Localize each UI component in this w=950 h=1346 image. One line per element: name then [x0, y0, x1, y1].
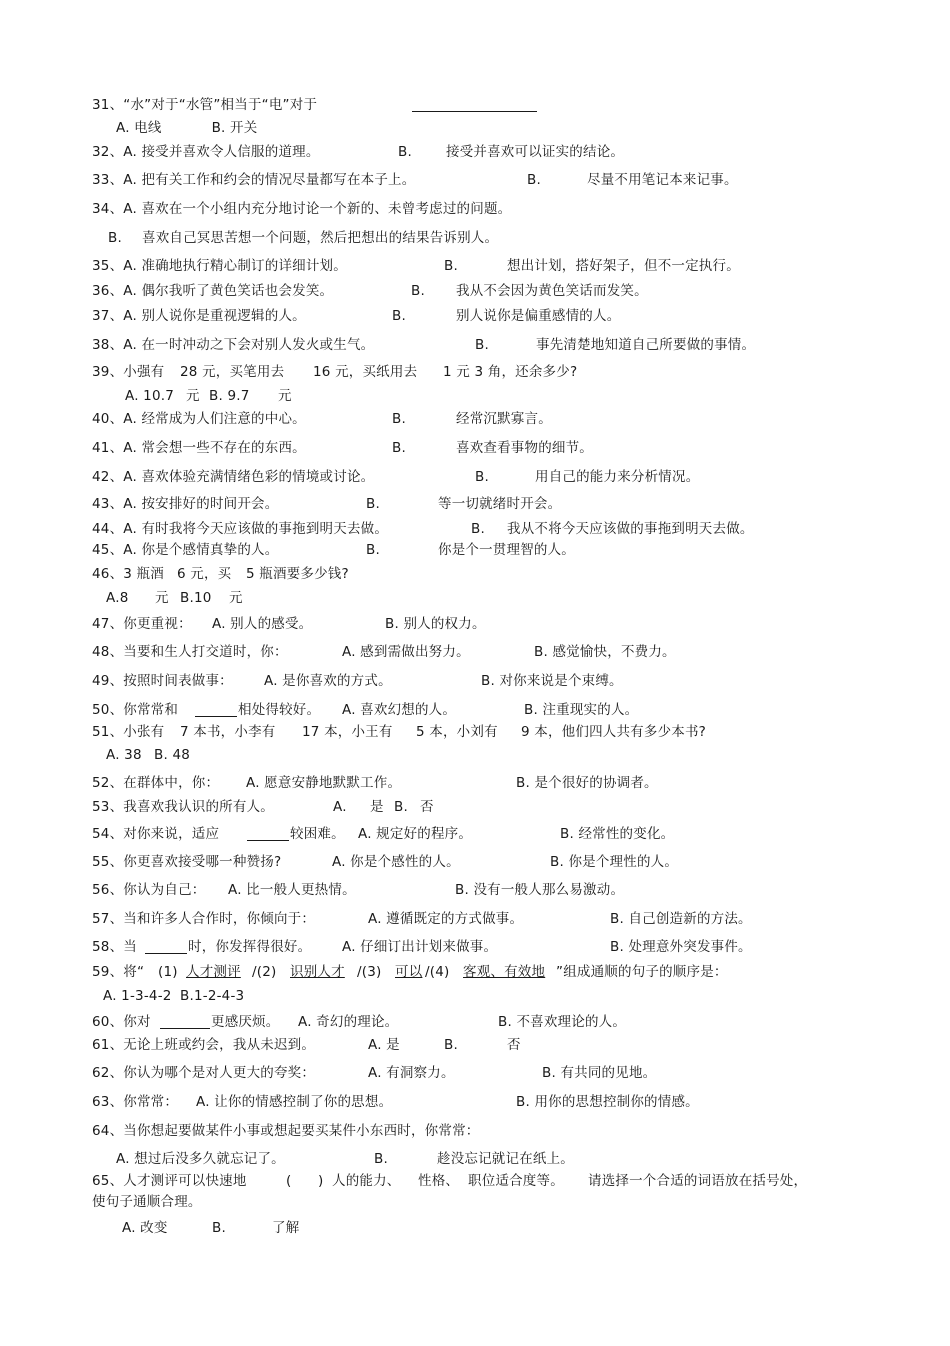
unit: 元	[186, 388, 200, 404]
option-b-text: 否	[507, 1037, 521, 1053]
option-b: B. 自己创造新的方法。	[610, 911, 752, 927]
question-46-part: 6 元，买	[177, 566, 232, 582]
option-b-text: 经常沉默寡言。	[456, 411, 552, 427]
option-b-label: B.	[527, 172, 541, 188]
question-51-part: 9 本，他们四人共有多少本书?	[521, 724, 707, 740]
item-3-number: /(3)	[357, 964, 382, 980]
answer-blank	[247, 827, 289, 841]
item-3-text: 可以	[395, 964, 423, 980]
question-61: 61、无论上班或约会，我从未迟到。	[92, 1037, 316, 1053]
option-a: A. 愿意安静地默默工作。	[246, 775, 402, 791]
option-a: A. 想过后没多久就忘记了。	[116, 1151, 285, 1167]
option-b-label: B.	[475, 337, 489, 353]
question-53: 53、我喜欢我认识的所有人。	[92, 799, 274, 815]
option-b-text: 想出计划，搭好架子，但不一定执行。	[507, 258, 740, 274]
item-1-text: 人才测评	[186, 964, 241, 980]
option-b: B. 对你来说是个束缚。	[481, 673, 623, 689]
question-56: 56、你认为自己：	[92, 882, 206, 898]
question-39-part: 16 元，买纸用去	[313, 364, 418, 380]
option-b-label: B.	[444, 258, 458, 274]
option-b: B. 有共同的见地。	[542, 1065, 657, 1081]
option-b: B. 处理意外突发事件。	[610, 939, 752, 955]
question-65-continued: 使句子通顺合理。	[92, 1194, 202, 1210]
option-b-text: 我从不将今天应该做的事拖到明天去做。	[507, 521, 754, 537]
question-46-part: 5 瓶酒要多少钱?	[246, 566, 349, 582]
option-b-label: B.	[411, 283, 425, 299]
option-b: B.10	[180, 590, 212, 606]
option-b: B. 48	[154, 747, 191, 763]
question-35: 35、A. 准确地执行精心制订的详细计划。	[92, 258, 347, 274]
option-b-text: 尽量不用笔记本来记事。	[587, 172, 738, 188]
question-39: 39、小强有	[92, 364, 165, 380]
option-b: B. 感觉愉快，不费力。	[534, 644, 676, 660]
question-38: 38、A. 在一时冲动之下会对别人发火或生气。	[92, 337, 375, 353]
option-b-text: 事先清楚地知道自己所要做的事情。	[536, 337, 756, 353]
option-b-text: 我从不会因为黄色笑话而发笑。	[456, 283, 648, 299]
question-51-part: 17 本，小王有	[302, 724, 393, 740]
question-58: 58、当	[92, 939, 137, 955]
option-b: B. 你是个理性的人。	[550, 854, 679, 870]
item-2-number: /(2)	[252, 964, 277, 980]
option-b-label: B.	[398, 144, 412, 160]
option-a: A. 10.7	[125, 388, 175, 404]
option-b: B. 经常性的变化。	[560, 826, 675, 842]
option-b-label: B.	[471, 521, 485, 537]
question-55: 55、你更喜欢接受哪一种赞扬?	[92, 854, 282, 870]
question-65-part: 请选择一个合适的词语放在括号处，	[588, 1173, 808, 1189]
option-b-label: B.	[366, 542, 380, 558]
question-49: 49、按照时间表做事：	[92, 673, 233, 689]
option-b-label: B.	[394, 799, 408, 815]
option-b-label: B.	[444, 1037, 458, 1053]
bracket-close: )	[318, 1173, 324, 1189]
option-a: A. 是你喜欢的方式。	[264, 673, 392, 689]
question-42: 42、A. 喜欢体验充满情绪色彩的情境或讨论。	[92, 469, 375, 485]
question-47: 47、你更重视：	[92, 616, 192, 632]
option-b: B. 注重现实的人。	[524, 702, 639, 718]
option-b-label: B.	[374, 1151, 388, 1167]
option-a: A. 别人的感受。	[212, 616, 313, 632]
option-b-text: 否	[420, 799, 434, 815]
option-a: A. 你是个感性的人。	[332, 854, 460, 870]
question-34: 34、A. 喜欢在一个小组内充分地讨论一个新的、未曾考虑过的问题。	[92, 201, 512, 217]
option-b: B. 是个很好的协调者。	[516, 775, 658, 791]
option-a: A. 38	[106, 747, 142, 763]
option-b-text: 喜欢自己冥思苦想一个问题，然后把想出的结果告诉别人。	[142, 230, 499, 246]
question-51: 51、小张有	[92, 724, 165, 740]
question-64: 64、当你想起要做某件小事或想起要买某件小东西时，你常常：	[92, 1123, 480, 1139]
option-b: B. 不喜欢理论的人。	[498, 1014, 627, 1030]
option-b: B. 没有一般人那么易激动。	[455, 882, 625, 898]
question-45: 45、A. 你是个感情真挚的人。	[92, 542, 279, 558]
question-65-part: 性格、	[418, 1173, 460, 1189]
option-a: A.8	[106, 590, 129, 606]
question-63: 63、你常常：	[92, 1094, 179, 1110]
question-65-part: 人的能力、	[332, 1173, 401, 1189]
question-43: 43、A. 按安排好的时间开会。	[92, 496, 279, 512]
option-a: A. 遵循既定的方式做事。	[368, 911, 524, 927]
option-b-text: 了解	[272, 1220, 300, 1236]
question-54: 54、对你来说，适应	[92, 826, 220, 842]
option-b-label: B.	[108, 230, 122, 246]
option-b: B.1-2-4-3	[180, 988, 245, 1004]
option-b-text: 等一切就绪时开会。	[438, 496, 562, 512]
question-58-part: 时，你发挥得很好。	[188, 939, 312, 955]
question-54-part: 较困难。	[290, 826, 345, 842]
option-a: A. 让你的情感控制了你的思想。	[196, 1094, 393, 1110]
answer-blank	[195, 703, 237, 717]
question-50: 50、你常常和	[92, 702, 179, 718]
question-36: 36、A. 偶尔我听了黄色笑话也会发笑。	[92, 283, 334, 299]
question-51-part: 7 本书，小李有	[180, 724, 276, 740]
question-50-part: 相处得较好。	[238, 702, 321, 718]
question-48: 48、当要和生人打交道时，你：	[92, 644, 288, 660]
option-b-text: 接受并喜欢可以证实的结论。	[446, 144, 625, 160]
option-b-text: 别人说你是偏重感情的人。	[456, 308, 621, 324]
question-62: 62、你认为哪个是对人更大的夸奖：	[92, 1065, 316, 1081]
option-a: A. 1-3-4-2	[103, 988, 172, 1004]
unit: 元	[229, 590, 243, 606]
option-b-label: B.	[392, 411, 406, 427]
question-32: 32、A. 接受并喜欢令人信服的道理。	[92, 144, 320, 160]
item-4-text: 客观、有效地	[463, 964, 546, 980]
option-b: B. 别人的权力。	[385, 616, 486, 632]
item-1-number: (1)	[158, 964, 178, 980]
option-b: B. 9.7	[209, 388, 250, 404]
question-52: 52、在群体中，你：	[92, 775, 220, 791]
option-a: A. 比一般人更热情。	[228, 882, 356, 898]
question-31: 31、“水”对于“水管”相当于“电”对于	[92, 97, 318, 113]
option-b-text: 喜欢查看事物的细节。	[456, 440, 593, 456]
answer-blank	[412, 98, 537, 112]
option-b-label: B.	[212, 1220, 226, 1236]
question-57: 57、当和许多人合作时，你倾向于：	[92, 911, 316, 927]
option-a: A. 奇幻的理论。	[298, 1014, 399, 1030]
question-60: 60、你对	[92, 1014, 151, 1030]
option-a-label: A.	[333, 799, 347, 815]
answer-blank	[160, 1015, 210, 1029]
option-b-text: 用自己的能力来分析情况。	[535, 469, 700, 485]
question-46: 46、3 瓶酒	[92, 566, 164, 582]
option-a: A. 仔细订出计划来做事。	[342, 939, 498, 955]
option-b-label: B.	[475, 469, 489, 485]
option-b: B. 用你的思想控制你的情感。	[516, 1094, 699, 1110]
options-31: A. 电线 B. 开关	[116, 120, 258, 136]
item-4-number: /(4)	[425, 964, 450, 980]
option-b-label: B.	[392, 440, 406, 456]
question-44: 44、A. 有时我将今天应该做的事拖到明天去做。	[92, 521, 389, 537]
option-a: A. 喜欢幻想的人。	[342, 702, 457, 718]
option-a: A. 是	[368, 1037, 400, 1053]
question-41: 41、A. 常会想一些不存在的东西。	[92, 440, 306, 456]
option-b-label: B.	[366, 496, 380, 512]
question-37: 37、A. 别人说你是重视逻辑的人。	[92, 308, 306, 324]
question-33: 33、A. 把有关工作和约会的情况尽量都写在本子上。	[92, 172, 416, 188]
question-39-part: 28 元，买笔用去	[180, 364, 285, 380]
item-2-text: 识别人才	[290, 964, 345, 980]
question-60-part: 更感厌烦。	[211, 1014, 280, 1030]
question-40: 40、A. 经常成为人们注意的中心。	[92, 411, 306, 427]
option-a: A. 改变	[122, 1220, 168, 1236]
question-39-part: 1 元 3 角，还余多少?	[443, 364, 578, 380]
option-b-text: 你是个一贯理智的人。	[438, 542, 575, 558]
option-b-text: 趁没忘记就记在纸上。	[437, 1151, 574, 1167]
option-a-text: 是	[370, 799, 384, 815]
unit: 元	[155, 590, 169, 606]
question-59-tail: ”组成通顺的句子的顺序是：	[556, 964, 728, 980]
option-b-label: B.	[392, 308, 406, 324]
answer-blank	[145, 940, 187, 954]
bracket-open: (	[286, 1173, 292, 1189]
option-a: A. 感到需做出努力。	[342, 644, 470, 660]
question-65: 65、人才测评可以快速地	[92, 1173, 247, 1189]
option-a: A. 有洞察力。	[368, 1065, 455, 1081]
question-59: 59、将“	[92, 964, 145, 980]
unit: 元	[278, 388, 292, 404]
question-65-part: 职位适合度等。	[468, 1173, 564, 1189]
question-51-part: 5 本，小刘有	[416, 724, 498, 740]
option-a: A. 规定好的程序。	[358, 826, 473, 842]
